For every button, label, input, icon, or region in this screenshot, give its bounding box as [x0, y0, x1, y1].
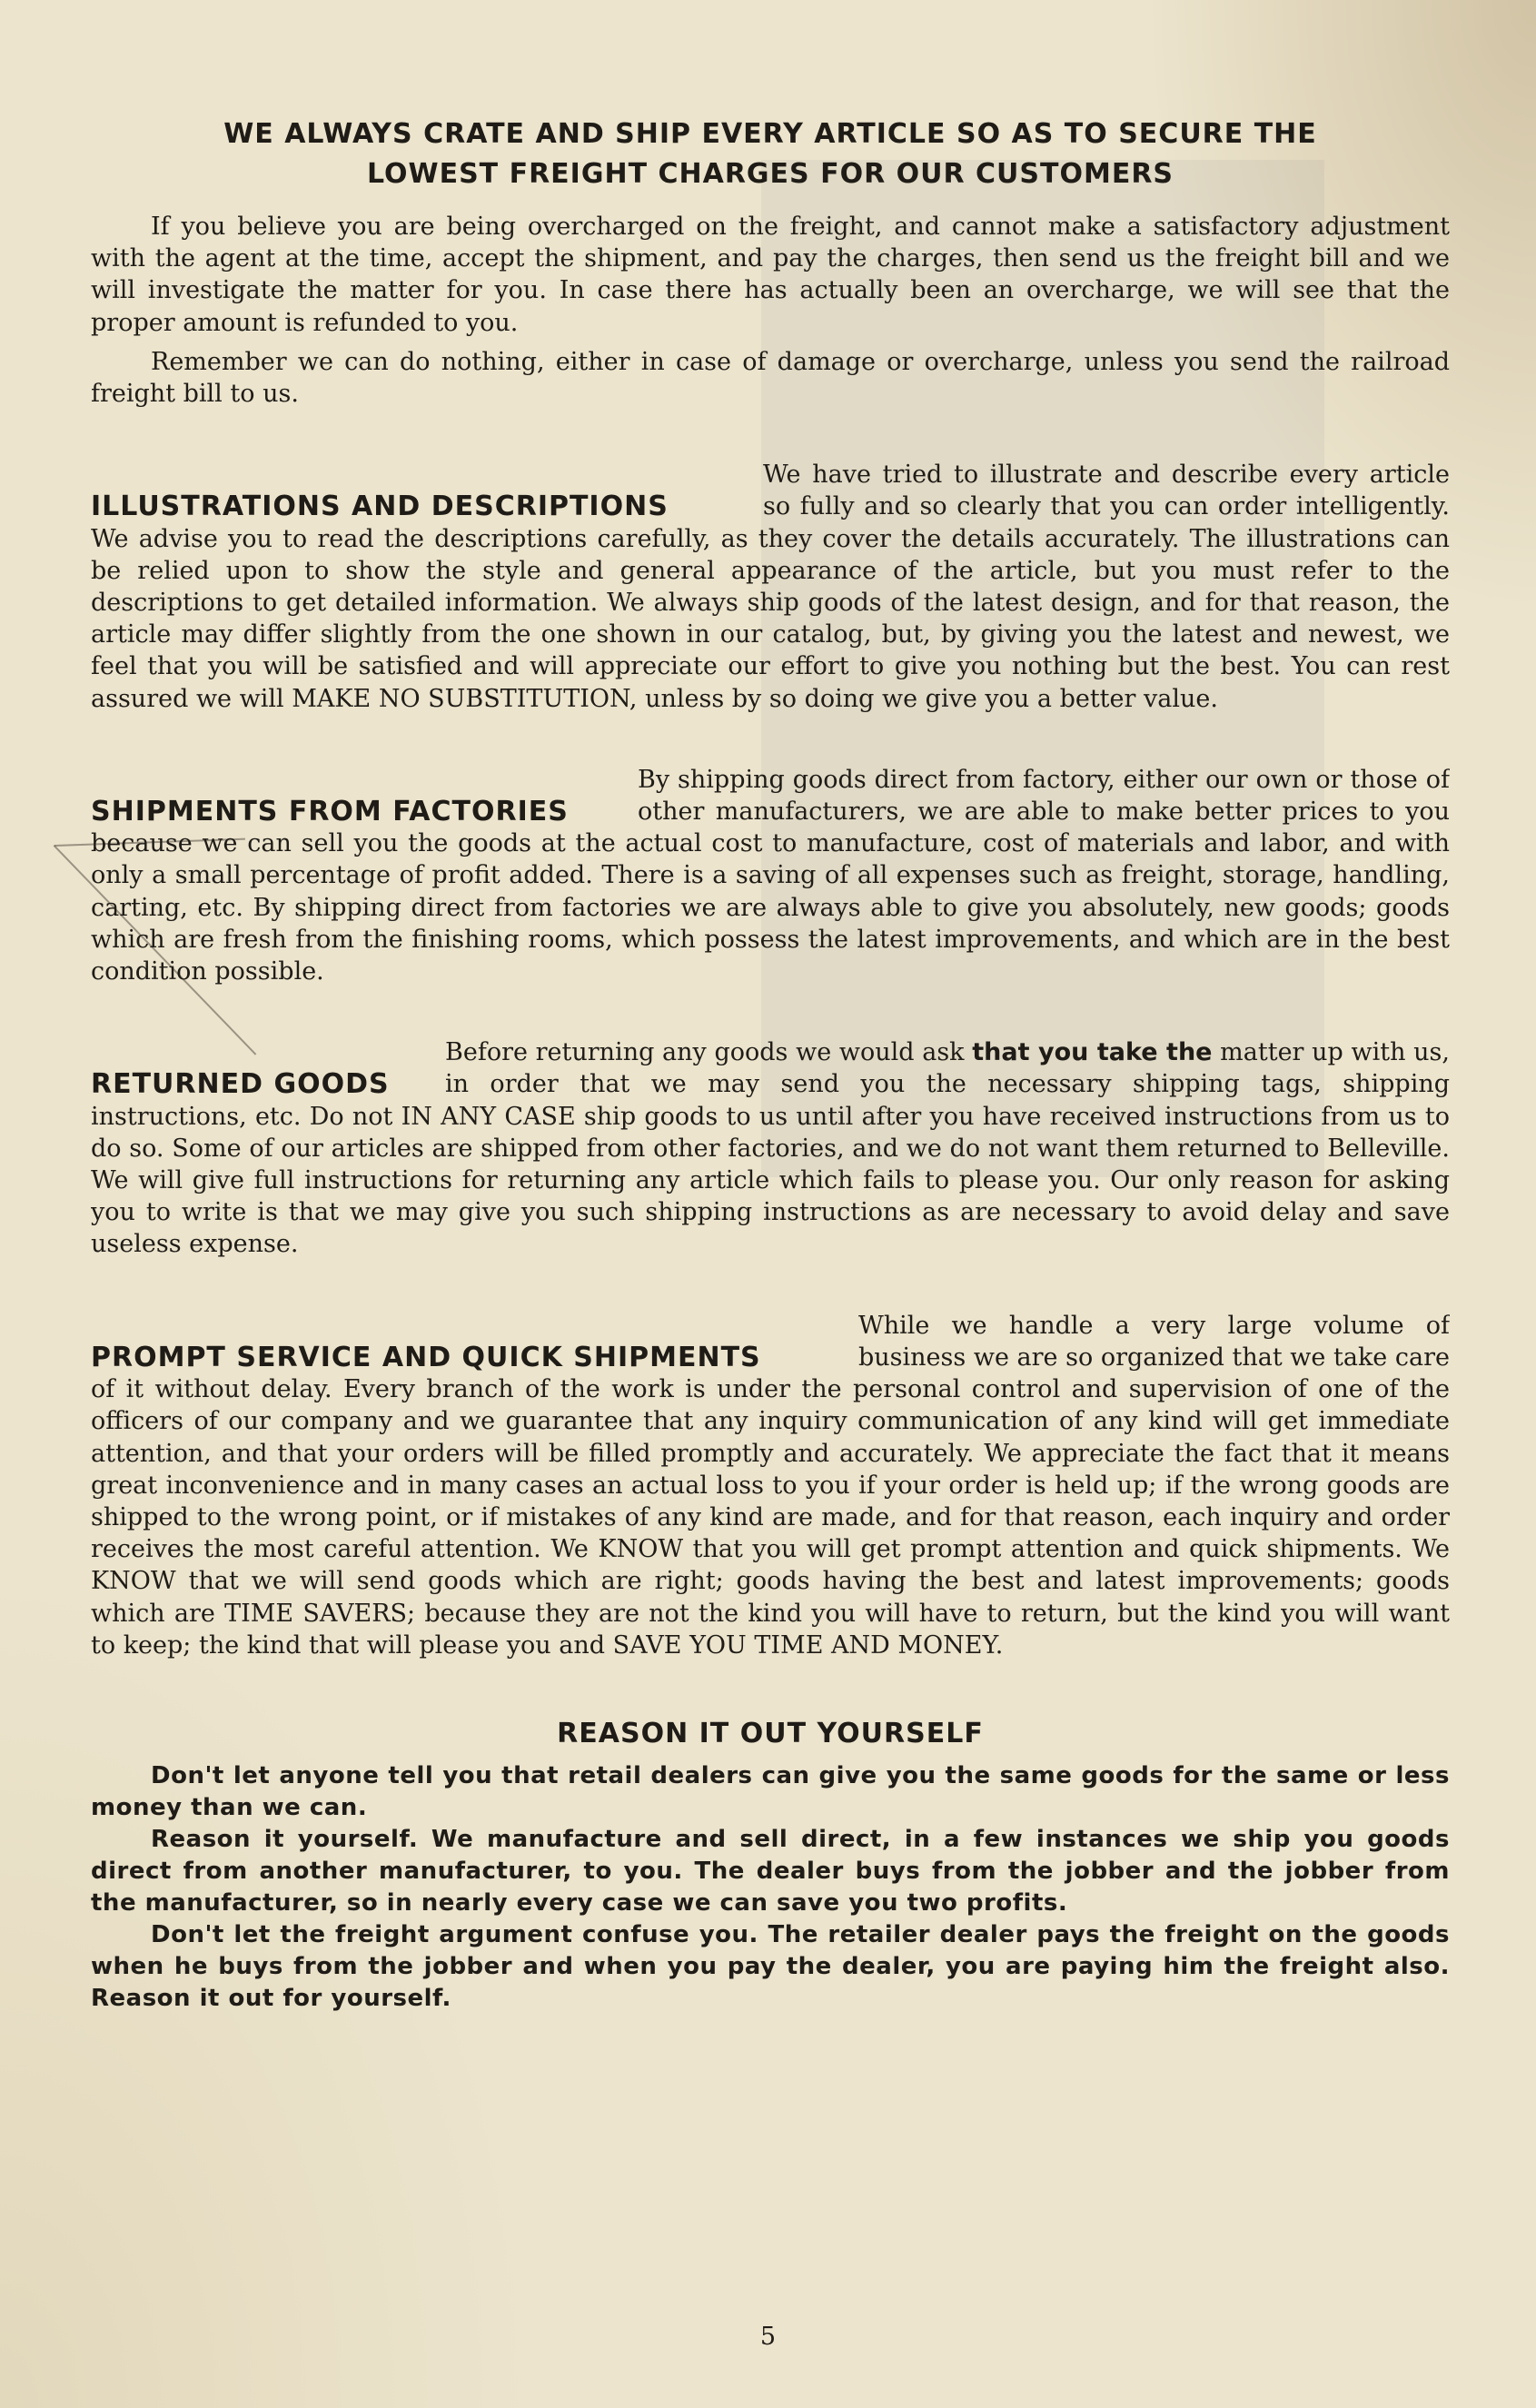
section-body-prompt: While we handle a very large volume of business we are so organized that we take care of it without delay. Every branch of the work is under the personal control and supervision of one of the officers of our company and we guarantee that any inquiry communication of any kind will get immediate attention, and that your orders will be filled promptly and accurately. We appreciate the fact that it means great inconvenience and in many cases an actual loss to you if your order is held up; if the wrong goods are shipped to the wrong point, or if mistakes of any kind are made, and for that reason, each inquiry and order receives the most careful attention. We KNOW that you will get prompt attention and quick shipments. We KNOW that we will send goods which are right; goods having the best and latest improvements; goods which are TIME SAVERS; because they are not the kind you will have to return, but the kind you will want to keep; the kind that will please you and SAVE YOU TIME AND MONEY.: [91, 1311, 1450, 1660]
reason-paragraph-3: Don't let the freight argument confuse you. The retailer dealer pays the freight on the goods when he buys from the jobber and when you pay the dealer, you are paying him the freight also. Reason it out for yourself.: [91, 1920, 1450, 2012]
freight-paragraph-1: If you believe you are being overcharged on the freight, and cannot make a satisfactory adjustment with the agent at the time, accept the shipment, and pay the charges, then send us the freight bill and we will investigate the matter for you. In case there has actually been an overcharge, we will see that the proper amount is refunded to you.: [91, 213, 1450, 337]
page-heading-line-2: LOWEST FREIGHT CHARGES FOR OUR CUSTOMERS: [366, 158, 1174, 190]
reason-paragraph-1: Don't let anyone tell you that retail dealers can give you the same goods for the same or less money than we can.: [91, 1761, 1450, 1821]
section-title-illustrations: ILLUSTRATIONS AND DESCRIPTIONS: [91, 491, 669, 523]
page-heading: [91, 114, 1450, 194]
returned-body-rest: matter up with us, in order that we may send you the necessary shipping tags, shipping instructions, etc. Do not IN ANY CASE ship goods to us until after you have received instructions from us to do so. Some of our articles are shipped from other factories, and we do not want them returned to Belleville. We will give full instructions for returning any article which fails to please you. Our only reason for asking you to write is that we may give you such shipping instructions as are necessary to avoid delay and save useless expense.: [91, 1038, 1450, 1259]
section-body-shipments: By shipping goods direct from factory, either our own or those of other manufacturers, we are able to make better prices to you because we can sell you the goods at the actual cost to manufacture, cost of materials and labor, and with only a small percentage of profit added. There is a saving of all expenses such as freight, storage, handling, carting, etc. By shipping direct from factories we are always able to give you absolutely, new goods; goods which are fresh from the finishing rooms, which possess the latest improvements, and which are in the best condition possible.: [91, 765, 1450, 986]
section-title-reason: REASON IT OUT YOURSELF: [557, 1717, 984, 1749]
page-body: [91, 114, 1450, 2015]
section-title-shipments: SHIPMENTS FROM FACTORIES: [91, 795, 569, 827]
page-number: 5: [759, 2323, 777, 2351]
returned-body-emphasis: that you take the: [972, 1038, 1213, 1067]
section-illustrations: [91, 459, 1450, 715]
section-body-illustrations: We have tried to illustrate and describe every article so fully and so clearly that you can order intelligently. We advise you to read the descriptions carefully, as they cover the details accurately. The illustrations can be relied upon to show the style and general appearance of the article, but you must refer to the descriptions to get detailed information. We always ship goods of the latest design, and for that reason, the article may differ slightly from the one shown in our catalog, but, by giving you the latest and newest, we feel that you will be satisfied and will appreciate our effort to give you nothing but the best. You can rest assured we will MAKE NO SUBSTITUTION, unless by so doing we give you a better value.: [91, 461, 1450, 713]
section-reason: [91, 1718, 1450, 2015]
freight-paragraph-2: Remember we can do nothing, either in case of damage or overcharge, unless you send the railroad freight bill to us.: [91, 347, 1450, 409]
section-prompt: [91, 1310, 1450, 1661]
section-title-returned: RETURNED GOODS: [91, 1068, 390, 1101]
section-returned: [91, 1036, 1450, 1260]
section-shipments: [91, 764, 1450, 987]
reason-paragraph-2: Reason it yourself. We manufacture and sell direct, in a few instances we ship you goods direct from another manufacturer, to you. The dealer buys from the jobber and the jobber from the manufacturer, so in nearly every case we can save you two profits.: [91, 1825, 1450, 1917]
section-title-prompt: PROMPT SERVICE AND QUICK SHIPMENTS: [91, 1341, 761, 1373]
returned-body-start: Before returning any goods we would ask: [445, 1038, 973, 1067]
page-heading-line-1: WE ALWAYS CRATE AND SHIP EVERY ARTICLE SO AS TO SECURE THE: [223, 118, 1317, 150]
